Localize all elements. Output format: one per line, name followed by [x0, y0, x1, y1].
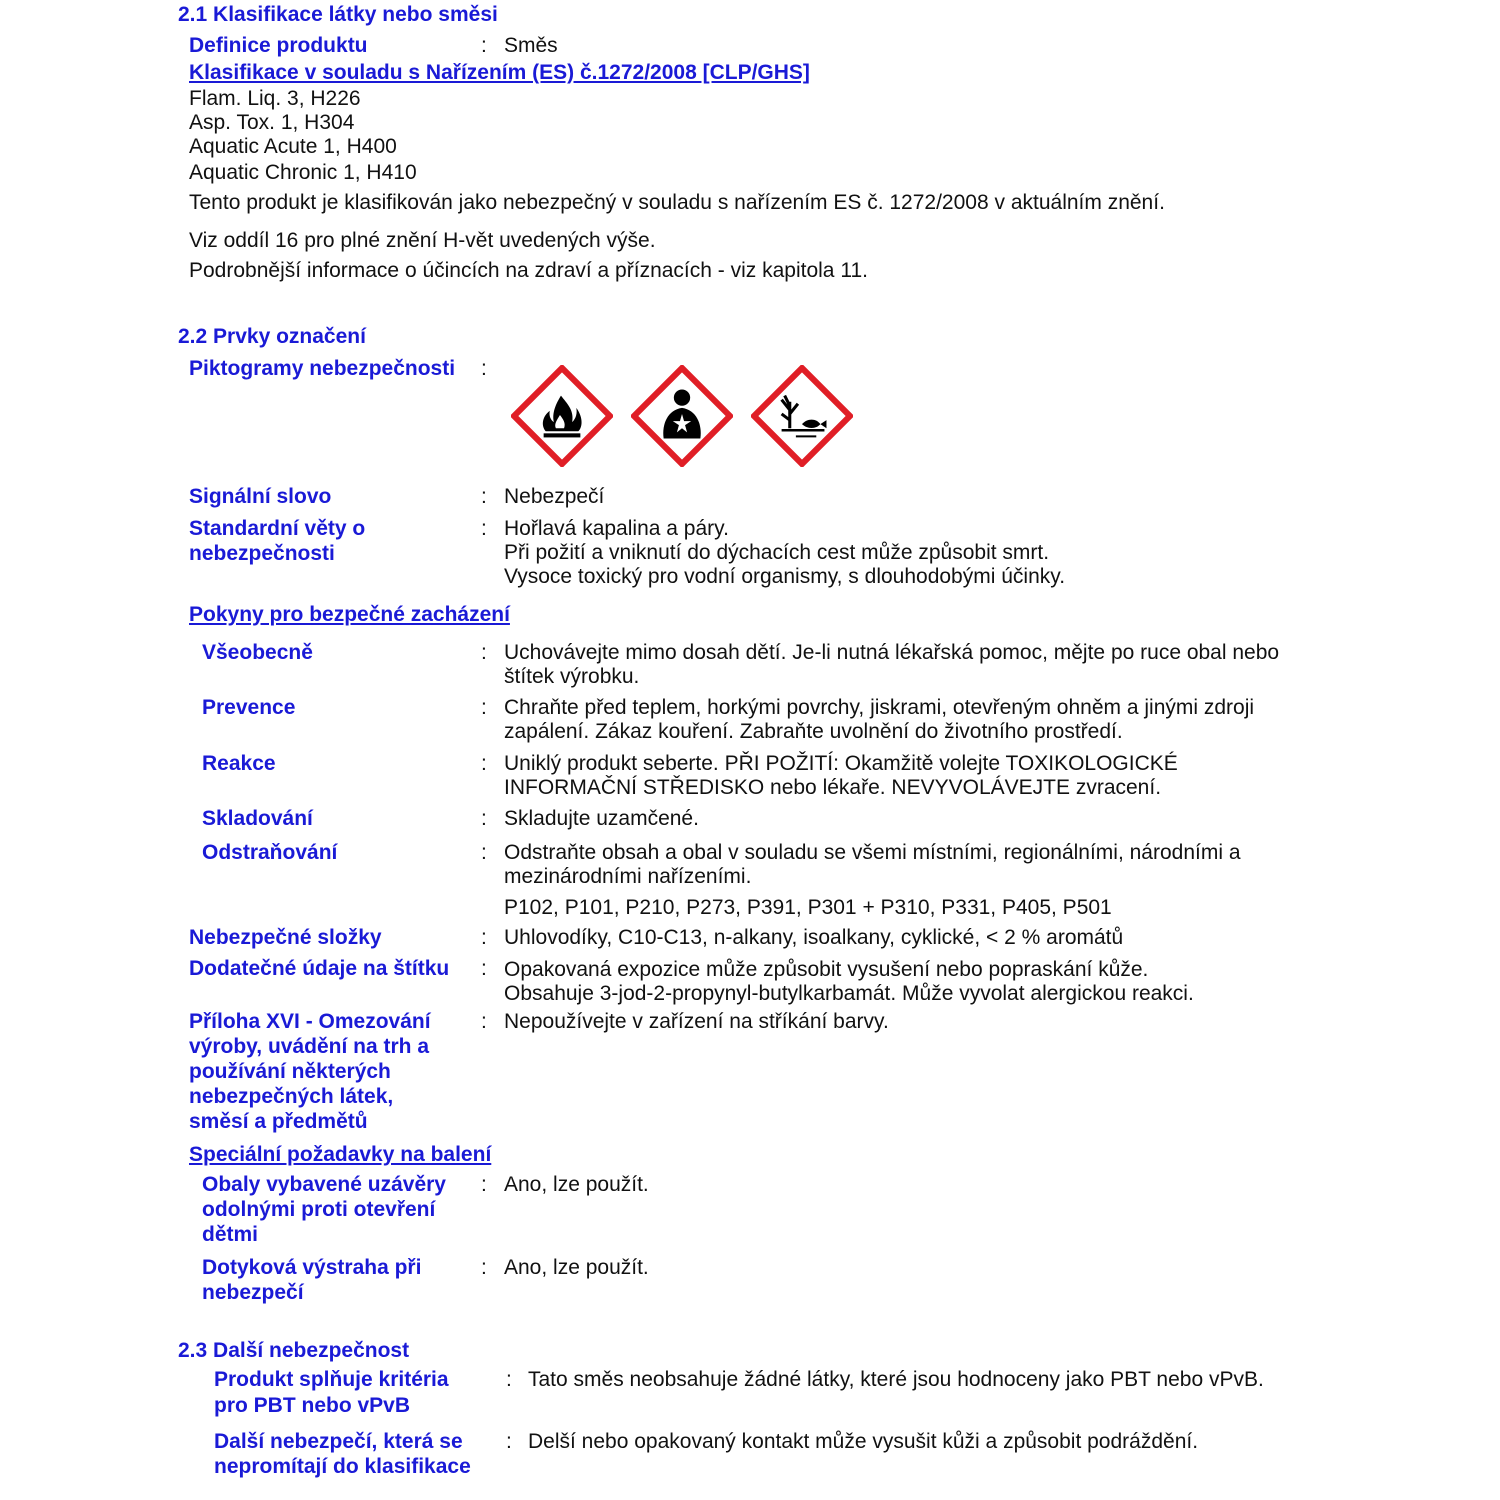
tactile-value: Ano, lze použít.	[504, 1256, 649, 1279]
pbt-value: Tato směs neobsahuje žádné látky, které jsou hodnoceny jako PBT nebo vPvB.	[528, 1368, 1264, 1391]
classification-note: Podrobnější informace o účincích na zdraví a příznacích - viz kapitola 11.	[189, 259, 868, 282]
classification-item: Aquatic Chronic 1, H410	[189, 161, 417, 184]
colon: :	[481, 517, 487, 540]
disposal-text: mezinárodními nařízeními.	[504, 865, 752, 888]
precautionary-link[interactable]: Pokyny pro bezpečné zacházení	[189, 603, 510, 626]
prevention-text: zapálení. Zákaz kouření. Zabraňte uvolnění do životního prostředí.	[504, 720, 1123, 743]
classification-note: Tento produkt je klasifikován jako nebezpečný v souladu s nařízením ES č. 1272/2008 v aktuálním znění.	[189, 191, 1165, 214]
packaging-link[interactable]: Speciální požadavky na balení	[189, 1143, 492, 1166]
colon: :	[506, 1368, 512, 1391]
annex-label: nebezpečných látek,	[189, 1085, 394, 1108]
colon: :	[481, 1173, 487, 1196]
hazard-statement: Hořlavá kapalina a páry.	[504, 517, 729, 540]
tactile-label: nebezpečí	[202, 1281, 304, 1304]
general-label: Všeobecně	[202, 641, 313, 664]
hazard-statement: Vysoce toxický pro vodní organismy, s dlouhodobými účinky.	[504, 565, 1066, 588]
annex-label: používání některých	[189, 1060, 391, 1083]
closures-label: Obaly vybavené uzávěry	[202, 1173, 446, 1196]
storage-text: Skladujte uzamčené.	[504, 807, 699, 830]
classification-note: Viz oddíl 16 pro plné znění H-vět uvedených výše.	[189, 229, 656, 252]
annex-label: výroby, uvádění na trh a	[189, 1035, 430, 1058]
colon: :	[481, 841, 487, 864]
extra-text: Obsahuje 3-jod-2-propynyl-butylkarbamát. Může vyvolat alergickou reakci.	[504, 982, 1194, 1005]
general-text: Uchovávejte mimo dosah dětí. Je-li nutná lékařská pomoc, mějte po ruce obal nebo	[504, 641, 1280, 664]
health-hazard-icon	[631, 365, 733, 467]
colon: :	[481, 752, 487, 775]
closures-value: Ano, lze použít.	[504, 1173, 649, 1196]
section-heading-2-1: 2.1 Klasifikace látky nebo směsi	[178, 3, 498, 26]
colon: :	[481, 34, 487, 57]
colon: :	[506, 1430, 512, 1453]
disposal-text: Odstraňte obsah a obal v souladu se všemi místními, regionálními, národními a	[504, 841, 1241, 864]
classification-item: Aquatic Acute 1, H400	[189, 135, 397, 158]
pbt-label: Produkt splňuje kritéria	[214, 1368, 449, 1391]
colon: :	[481, 1256, 487, 1279]
closures-label: odolnými proti otevření	[202, 1198, 436, 1221]
other-hazards-label: Další nebezpečí, která se	[214, 1430, 463, 1453]
colon: :	[481, 1010, 487, 1033]
prevention-text: Chraňte před teplem, horkými povrchy, jiskrami, otevřeným ohněm a jinými zdroji	[504, 696, 1255, 719]
storage-label: Skladování	[202, 807, 313, 830]
components-value: Uhlovodíky, C10-C13, n-alkany, isoalkany, cyklické, < 2 % aromátů	[504, 926, 1124, 949]
hazard-statements-label: nebezpečnosti	[189, 542, 335, 565]
disposal-label: Odstraňování	[202, 841, 338, 864]
response-text: Uniklý produkt seberte. PŘI POŽITÍ: Okamžitě volejte TOXIKOLOGICKÉ	[504, 752, 1178, 775]
response-label: Reakce	[202, 752, 276, 775]
section-heading-2-2: 2.2 Prvky označení	[178, 325, 366, 348]
signal-word-value: Nebezpečí	[504, 485, 605, 508]
closures-label: dětmi	[202, 1223, 259, 1246]
tactile-label: Dotyková výstraha při	[202, 1256, 422, 1279]
annex-label: směsí a předmětů	[189, 1110, 368, 1133]
annex-label: Příloha XVI - Omezování	[189, 1010, 431, 1033]
classification-item: Flam. Liq. 3, H226	[189, 87, 361, 110]
general-text: štítek výrobku.	[504, 665, 640, 688]
colon: :	[481, 357, 487, 380]
section-heading-2-3: 2.3 Další nebezpečnost	[178, 1339, 410, 1362]
colon: :	[481, 641, 487, 664]
extra-text: Opakovaná expozice může způsobit vysušení nebo popraskání kůže.	[504, 958, 1149, 981]
environment-icon	[751, 365, 853, 467]
clp-classification-link[interactable]: Klasifikace v souladu s Nařízením (ES) č.1272/2008 [CLP/GHS]	[189, 61, 810, 84]
signal-word-label: Signální slovo	[189, 485, 332, 508]
p-codes: P102, P101, P210, P273, P391, P301 + P310, P331, P405, P501	[504, 896, 1112, 919]
hazard-statement: Při požití a vniknutí do dýchacích cest může způsobit smrt.	[504, 541, 1050, 564]
hazard-statements-label: Standardní věty o	[189, 517, 366, 540]
definition-label: Definice produktu	[189, 34, 368, 57]
pbt-label: pro PBT nebo vPvB	[214, 1394, 411, 1417]
extra-label: Dodatečné údaje na štítku	[189, 957, 450, 980]
definition-value: Směs	[504, 34, 558, 57]
components-label: Nebezpečné složky	[189, 926, 382, 949]
colon: :	[481, 696, 487, 719]
response-text: INFORMAČNÍ STŘEDISKO nebo lékaře. NEVYVOLÁVEJTE zvracení.	[504, 776, 1162, 799]
pictograms-label: Piktogramy nebezpečnosti	[189, 357, 456, 380]
annex-value: Nepoužívejte v zařízení na stříkání barvy.	[504, 1010, 889, 1033]
flame-icon	[511, 365, 613, 467]
other-hazards-label: nepromítají do klasifikace	[214, 1455, 471, 1478]
colon: :	[481, 926, 487, 949]
classification-item: Asp. Tox. 1, H304	[189, 111, 355, 134]
prevention-label: Prevence	[202, 696, 296, 719]
colon: :	[481, 485, 487, 508]
colon: :	[481, 807, 487, 830]
other-hazards-value: Delší nebo opakovaný kontakt může vysušit kůži a způsobit podráždění.	[528, 1430, 1199, 1453]
colon: :	[481, 957, 487, 980]
